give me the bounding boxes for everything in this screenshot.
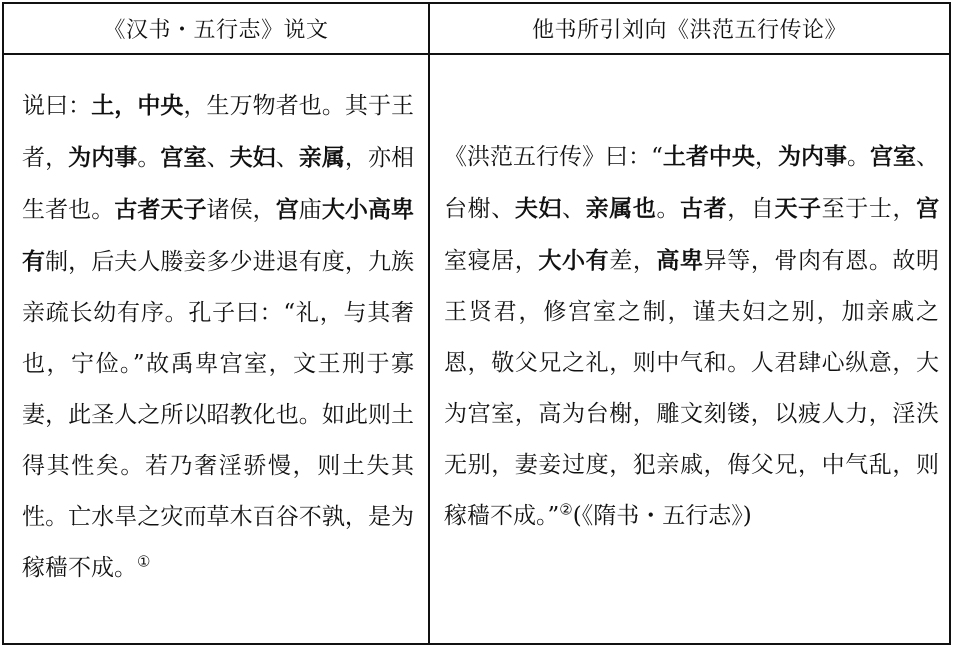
bold-text-segment: 高卑 <box>656 247 704 274</box>
text-segment: 、台榭、 <box>444 144 940 222</box>
text-segment: 说曰： <box>22 93 92 119</box>
bold-text-segment: 为内事 <box>68 144 138 171</box>
text-segment: 、 <box>562 196 586 222</box>
header-left: 《汉书・五行志》说文 <box>103 18 329 43</box>
text-segment: 制，后夫人媵妾多少进退有度，九族亲疏长幼有序。孔子曰：“礼，与其奢也，宁俭。”故禹卑宫室，文王刑于寡妻，此圣人之所以昭教化也。如此则土得其性矣。若乃奢淫骄慢，则土失其性。亡水旱之灾而草木百谷不孰，是为稼穑不成。 <box>22 249 414 581</box>
bold-text-segment: 亲属 <box>298 144 345 171</box>
text-segment: 。 <box>656 196 681 222</box>
comparison-table <box>2 2 951 645</box>
bold-text-segment: 宫 <box>275 196 299 223</box>
text-segment: 室寝居， <box>444 248 539 274</box>
bold-text-segment: 古者 <box>680 195 728 222</box>
text-segment: 。 <box>846 144 870 170</box>
text-segment: (《隋书・五行志》) <box>572 503 752 529</box>
bold-text-segment: 天子 <box>774 195 822 222</box>
text-segment: ， <box>754 144 778 170</box>
text-segment: 诸侯， <box>206 197 276 223</box>
text-segment: 至于士， <box>821 196 917 222</box>
text-segment: 庙 <box>298 197 322 223</box>
header-right: 他书所引刘向《洪范五行传论》 <box>531 18 847 43</box>
text-segment: ，生万物者也。其于王者， <box>22 93 414 171</box>
bold-text-segment: 为内事 <box>777 143 847 170</box>
bold-text-segment: 大小高卑有 <box>22 196 414 275</box>
text-segment: 。 <box>137 145 161 171</box>
bold-text-segment: 大小有 <box>538 247 610 274</box>
footnote-marker: ② <box>559 500 573 519</box>
footnote-marker: ① <box>137 552 151 571</box>
text-segment: ，自 <box>727 196 775 222</box>
text-segment: ，亦相生者也。 <box>22 145 414 223</box>
left-column-text <box>4 55 428 645</box>
text-segment: 异等，骨肉有恩。故明王贤君，修宫室之制，谨夫妇之别，加亲戚之恩，敬父兄之礼，则中气和。人君肆心纵意，大为宫室，高为台榭，雕文刻镂，以疲人力，淫泆无别，妻妾过度，犯亲戚，侮父兄，中气乱，则稼穑不成。” <box>444 248 940 529</box>
text-segment: 《洪范五行传》曰：“ <box>444 144 663 170</box>
bold-text-segment: 宫 <box>916 195 940 222</box>
bold-text-segment: 古者天子 <box>114 196 207 223</box>
bold-text-segment: 土，中央 <box>91 92 184 119</box>
bold-text-segment: 亲属也 <box>585 195 657 222</box>
text-segment: 差， <box>609 248 657 274</box>
bold-text-segment: 宫室 <box>160 144 207 171</box>
bold-text-segment: 宫室 <box>870 143 917 170</box>
bold-text-segment: 夫妇 <box>514 195 563 222</box>
text-segment: 、 <box>275 145 299 171</box>
bold-text-segment: 土者中央 <box>662 143 755 170</box>
bold-text-segment: 夫妇 <box>229 144 276 171</box>
text-segment: 、 <box>206 145 230 171</box>
right-column-text <box>430 55 949 645</box>
